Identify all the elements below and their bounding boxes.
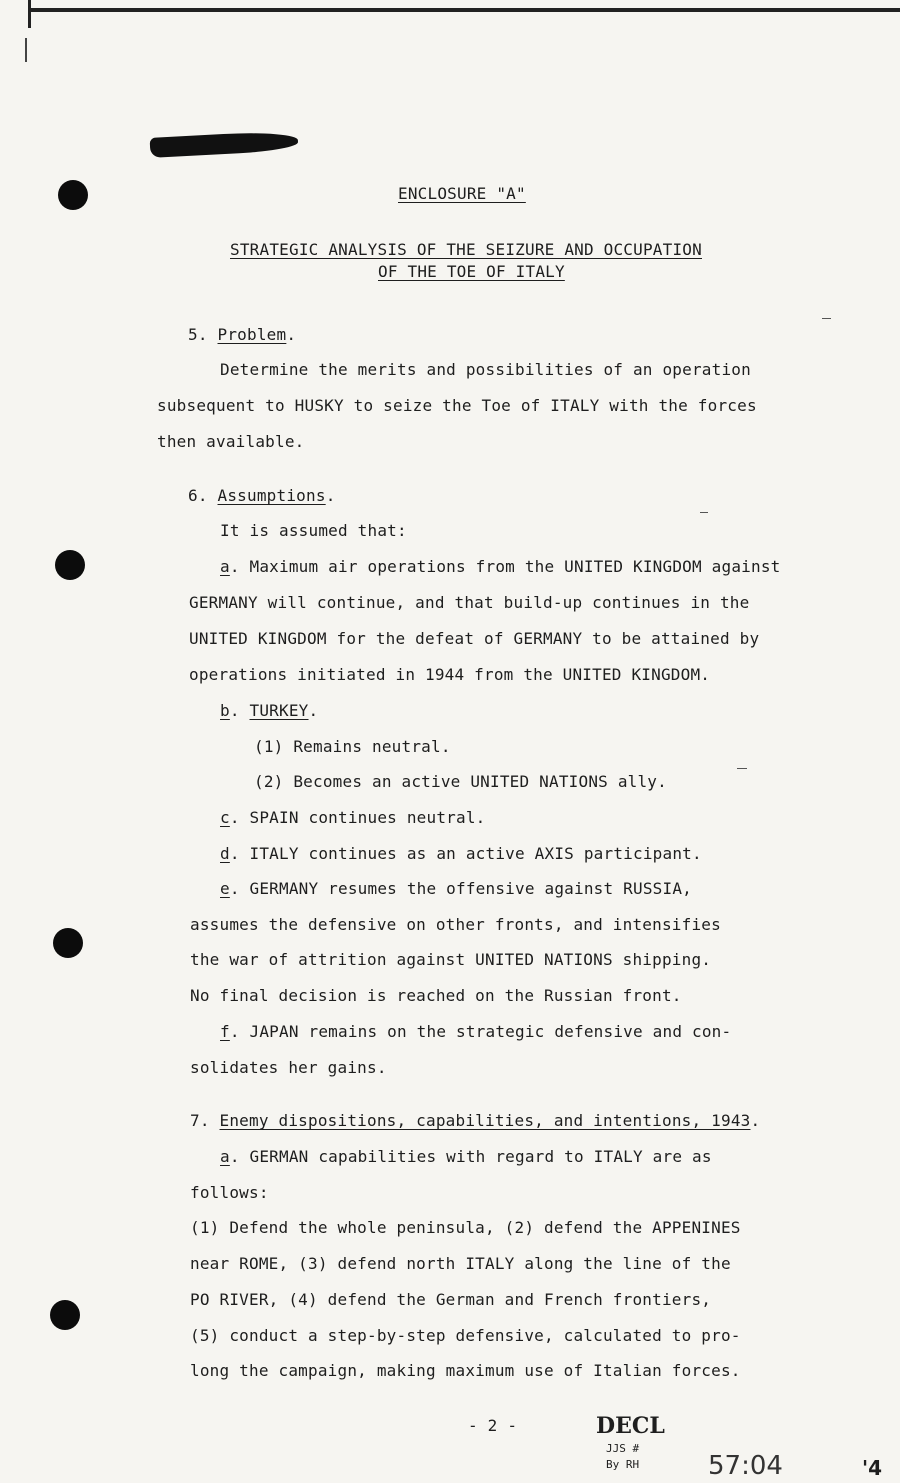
section-heading: Enemy dispositions, capabilities, and intentions, 1943: [219, 1111, 751, 1130]
item-text: ITALY continues as an active AXIS participant.: [249, 844, 702, 863]
paragraph-line: GERMANY will continue, and that build-up continues in the: [189, 593, 750, 612]
handwritten-annotation: 57:04: [708, 1451, 783, 1481]
section-5-heading: 5. Problem.: [188, 325, 297, 344]
item-letter: a: [220, 1147, 230, 1166]
paragraph-line: operations initiated in 1944 from the UNITED KINGDOM.: [189, 665, 711, 684]
punch-hole-1: [58, 180, 88, 210]
item-letter: f: [220, 1022, 230, 1041]
paragraph-line: assumes the defensive on other fronts, and intensifies: [190, 915, 721, 934]
scan-mark: [25, 38, 27, 62]
declassification-stamp-title: DECL: [596, 1413, 665, 1439]
item-letter: e: [220, 879, 230, 898]
section-number: 7.: [190, 1111, 210, 1130]
item-letter: b: [220, 701, 230, 720]
item-text: SPAIN continues neutral.: [249, 808, 486, 827]
enemy-a: a. GERMAN capabilities with regard to ITALY are as: [220, 1147, 712, 1166]
section-number: 6.: [188, 486, 208, 505]
paragraph-line: the war of attrition against UNITED NATIONS shipping.: [190, 950, 712, 969]
assumption-f: f. JAPAN remains on the strategic defensive and con-: [220, 1022, 732, 1041]
paragraph-line: No final decision is reached on the Russian front.: [190, 986, 682, 1005]
paragraph-line: PO RIVER, (4) defend the German and French frontiers,: [190, 1290, 712, 1309]
main-title-line-1: STRATEGIC ANALYSIS OF THE SEIZURE AND OCCUPATION: [230, 240, 702, 259]
section-6-heading: 6. Assumptions.: [188, 486, 336, 505]
section-number: 5.: [188, 325, 208, 344]
punch-hole-2: [55, 550, 85, 580]
main-title-line-2: OF THE TOE OF ITALY: [378, 262, 565, 281]
paragraph-line: (5) conduct a step-by-step defensive, calculated to pro-: [190, 1326, 741, 1345]
paragraph-line: solidates her gains.: [190, 1058, 387, 1077]
item-text: JAPAN remains on the strategic defensive and con-: [249, 1022, 732, 1041]
assumption-c: c. SPAIN continues neutral.: [220, 808, 486, 827]
sub-item: (1) Remains neutral.: [254, 737, 451, 756]
paragraph-line: UNITED KINGDOM for the defeat of GERMANY to be attained by: [189, 629, 760, 648]
declassification-stamp-line: JJS #: [606, 1442, 640, 1455]
paragraph-line: Determine the merits and possibilities of an operation: [220, 360, 751, 379]
item-text: Maximum air operations from the UNITED KINGDOM against: [249, 557, 781, 576]
item-text: GERMAN capabilities with regard to ITALY are as: [249, 1147, 712, 1166]
scan-border-left: [28, 0, 31, 28]
section-heading: Problem: [217, 325, 287, 344]
assumption-b: b. TURKEY.: [220, 701, 319, 720]
item-heading: TURKEY: [249, 701, 309, 720]
paragraph-line: It is assumed that:: [220, 521, 407, 540]
assumption-d: d. ITALY continues as an active AXIS participant.: [220, 844, 702, 863]
enclosure-title: ENCLOSURE "A": [398, 184, 526, 203]
item-letter: d: [220, 844, 230, 863]
punch-hole-3: [53, 928, 83, 958]
page-number: - 2 -: [468, 1416, 518, 1435]
punch-hole-4: [50, 1300, 80, 1330]
item-text: GERMANY resumes the offensive against RUSSIA,: [249, 879, 692, 898]
scan-speck: [822, 318, 831, 319]
paragraph-line: then available.: [157, 432, 305, 451]
item-letter: c: [220, 808, 230, 827]
section-7-heading: 7. Enemy dispositions, capabilities, and intentions, 1943.: [190, 1111, 761, 1130]
paragraph-line: near ROME, (3) defend north ITALY along the line of the: [190, 1254, 731, 1273]
paragraph-line: subsequent to HUSKY to seize the Toe of ITALY with the forces: [157, 396, 757, 415]
assumption-e: e. GERMANY resumes the offensive against RUSSIA,: [220, 879, 692, 898]
scan-speck: [737, 768, 747, 769]
scan-speck: [700, 512, 708, 513]
corner-mark: '4: [862, 1456, 883, 1480]
declassification-stamp-line: By RH: [606, 1458, 640, 1471]
redaction-mark: [150, 130, 299, 158]
paragraph-line: (1) Defend the whole peninsula, (2) defend the APPENINES: [190, 1218, 741, 1237]
paragraph-line: long the campaign, making maximum use of Italian forces.: [190, 1361, 741, 1380]
item-letter: a: [220, 557, 230, 576]
assumption-a: a. Maximum air operations from the UNITED KINGDOM against: [220, 557, 781, 576]
section-heading: Assumptions: [217, 486, 326, 505]
sub-item: (2) Becomes an active UNITED NATIONS ally.: [254, 772, 667, 791]
scan-border-top: [28, 8, 900, 12]
paragraph-line: follows:: [190, 1183, 269, 1202]
